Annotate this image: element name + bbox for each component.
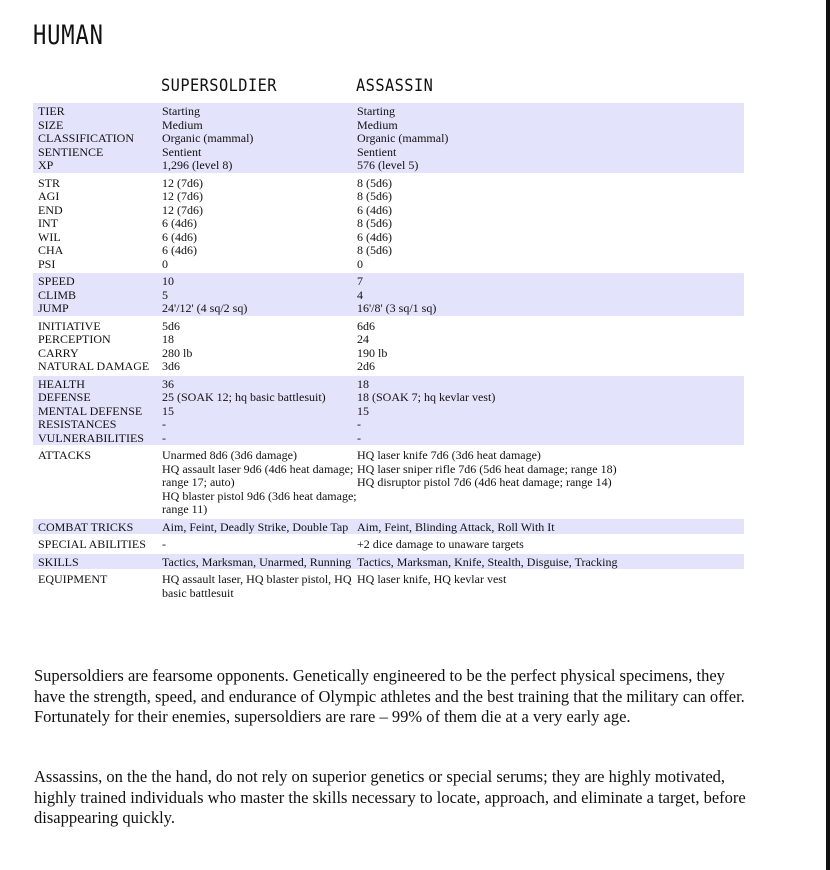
stat-value: Organic (mammal) [357, 131, 449, 145]
row-attacks [33, 447, 744, 517]
stat-value: 0 [162, 256, 168, 271]
stat-value: - [162, 430, 166, 445]
stat-value: Starting [162, 104, 200, 118]
supersoldier-description: Supersoldiers are fearsome opponents. Genetically engineered to be the perfect physical specimens, they have the strength, speed, and endurance of Olympic athletes and the best training that the military can offer. Fortunately for their enemies, supersoldiers are rare – 99% of them die at a very early age. [34, 666, 745, 726]
row-attributes [33, 175, 744, 272]
assassin-special: +2 dice damage to unaware targets [357, 537, 524, 551]
stat-label: SENTIENCE [38, 144, 104, 159]
attack-line: HQ laser sniper rifle 7d6 (5d6 heat damage; range 18) [357, 461, 617, 476]
stat-label: MENTAL DEFENSE [38, 403, 143, 418]
attack-line: Unarmed 8d6 (3d6 damage) [162, 448, 297, 462]
stat-value: Sentient [162, 144, 202, 159]
assassin-attacks [357, 447, 744, 517]
stat-value: 8 (5d6) [357, 216, 392, 230]
stat-label: VULNERABILITIES [38, 430, 144, 445]
stat-label: SIZE [38, 117, 64, 132]
stat-value: 190 lb [357, 345, 388, 360]
stat-label: PSI [38, 256, 56, 271]
stat-value: - [357, 417, 361, 431]
stat-value: Organic (mammal) [162, 131, 254, 145]
stat-value: 3d6 [162, 359, 180, 373]
stat-label: CLASSIFICATION [38, 131, 135, 145]
row-labels [33, 103, 162, 173]
row-defense [33, 376, 744, 446]
stat-value: 8 (5d6) [357, 243, 392, 257]
row-special-abilities [33, 536, 744, 552]
stat-value: 6 (4d6) [357, 229, 392, 244]
row-equipment [33, 571, 744, 600]
row-label: EQUIPMENT [38, 572, 108, 586]
stat-label: STR [38, 175, 61, 190]
stat-label: PERCEPTION [38, 332, 111, 346]
stat-value: 15 [162, 403, 174, 418]
stat-value: 8 (5d6) [357, 175, 392, 190]
stat-value: 7 [357, 274, 363, 288]
stat-value: 0 [357, 256, 363, 271]
assassin-values [357, 103, 744, 173]
row-basic [33, 103, 744, 173]
stat-block-table [33, 101, 744, 602]
stat-value: Medium [357, 117, 398, 132]
stat-value: 18 [162, 332, 174, 346]
supersoldier-values [162, 103, 357, 173]
row-labels [33, 175, 162, 272]
attack-line: HQ blaster pistol 9d6 (3d6 heat damage; range 11) [162, 488, 357, 516]
stat-value: 24'/12' (4 sq/2 sq) [162, 301, 248, 315]
column-header-supersoldier: SUPERSOLDIER [161, 76, 277, 96]
stat-label: RESISTANCES [38, 417, 117, 431]
stat-label: CARRY [38, 345, 79, 360]
row-labels [33, 318, 162, 374]
stat-value: 15 [357, 403, 369, 418]
attack-line: HQ laser knife 7d6 (3d6 heat damage) [357, 448, 541, 462]
stat-label: WIL [38, 229, 61, 244]
stat-value: 6d6 [357, 318, 375, 333]
stat-label: DEFENSE [38, 390, 91, 404]
supersoldier-attacks [162, 447, 357, 517]
stat-value: 6 (4d6) [162, 229, 197, 244]
column-header-assassin: ASSASSIN [356, 76, 434, 96]
stat-value: 6 (4d6) [162, 216, 197, 230]
stat-label: CLIMB [38, 287, 77, 302]
assassin-values [357, 376, 744, 446]
row-movement [33, 273, 744, 316]
stat-value: Sentient [357, 144, 397, 159]
row-labels [33, 273, 162, 316]
stat-value: 18 (SOAK 7; hq kevlar vest) [357, 390, 496, 404]
stat-value: Starting [357, 104, 395, 118]
row-label: COMBAT TRICKS [33, 519, 162, 535]
stat-value: 2d6 [357, 359, 375, 373]
stat-value: 1,296 (level 8) [162, 158, 233, 172]
stat-value: 6 (4d6) [162, 243, 197, 257]
supersoldier-values [162, 318, 357, 374]
supersoldier-values [162, 273, 357, 316]
stat-label: END [38, 202, 63, 217]
row-label: SKILLS [33, 554, 162, 570]
stat-value: 24 [357, 332, 369, 346]
stat-label: SPEED [38, 274, 75, 288]
row-combat-tricks [33, 519, 744, 535]
stat-label: HEALTH [38, 376, 85, 391]
stat-value: - [357, 430, 361, 445]
stat-value: 18 [357, 376, 369, 391]
stat-label: INITIATIVE [38, 318, 101, 333]
attack-line: HQ disruptor pistol 7d6 (4d6 heat damage; range 14) [357, 475, 612, 489]
page-right-border [826, 0, 830, 870]
stat-label: NATURAL DAMAGE [38, 359, 150, 373]
stat-value: 10 [162, 274, 174, 288]
stat-value: 4 [357, 287, 363, 302]
assassin-equipment: HQ laser knife, HQ kevlar vest [357, 572, 507, 586]
assassin-skills: Tactics, Marksman, Knife, Stealth, Disguise, Tracking [357, 554, 744, 570]
stat-label: XP [38, 158, 54, 172]
stat-label: TIER [38, 104, 65, 118]
supersoldier-special: - [162, 537, 166, 551]
stat-value: Medium [162, 117, 203, 132]
stat-value: 36 [162, 376, 174, 391]
supersoldier-skills: Tactics, Marksman, Unarmed, Running [162, 554, 357, 570]
stat-value: 5d6 [162, 318, 180, 333]
stat-value: 280 lb [162, 345, 193, 360]
assassin-description: Assassins, on the the hand, do not rely on superior genetics or special serums; they are highly motivated, highly trained individuals who master the skills necessary to locate, approach, and eliminate a target, before disappearing quickly. [34, 767, 746, 827]
stat-value: 12 (7d6) [162, 175, 203, 190]
row-label: SPECIAL ABILITIES [38, 537, 146, 551]
assassin-values [357, 318, 744, 374]
stat-value: 25 (SOAK 12; hq basic battlesuit) [162, 390, 326, 404]
stat-value: 6 (4d6) [357, 202, 392, 217]
assassin-tricks: Aim, Feint, Blinding Attack, Roll With It [357, 519, 744, 535]
page-title: HUMAN [33, 20, 104, 51]
assassin-values [357, 273, 744, 316]
stat-value: 8 (5d6) [357, 189, 392, 203]
row-skills [33, 554, 744, 570]
attack-line: HQ assault laser 9d6 (4d6 heat damage; range 17; auto) [162, 461, 354, 489]
stat-value: 16'/8' (3 sq/1 sq) [357, 301, 437, 315]
stat-label: AGI [38, 189, 60, 203]
row-label: ATTACKS [38, 448, 92, 462]
stat-value: - [162, 417, 166, 431]
supersoldier-values [162, 376, 357, 446]
stat-value: 5 [162, 287, 168, 302]
stat-value: 576 (level 5) [357, 158, 419, 172]
supersoldier-values [162, 175, 357, 272]
stat-value: 12 (7d6) [162, 189, 203, 203]
stat-value: 12 (7d6) [162, 202, 203, 217]
stat-label: CHA [38, 243, 64, 257]
supersoldier-tricks: Aim, Feint, Deadly Strike, Double Tap [162, 519, 357, 535]
stat-label: INT [38, 216, 58, 230]
stat-label: JUMP [38, 301, 69, 315]
row-derived [33, 318, 744, 374]
row-labels [33, 376, 162, 446]
supersoldier-equipment: HQ assault laser, HQ blaster pistol, HQ basic battlesuit [162, 572, 352, 600]
assassin-values [357, 175, 744, 272]
